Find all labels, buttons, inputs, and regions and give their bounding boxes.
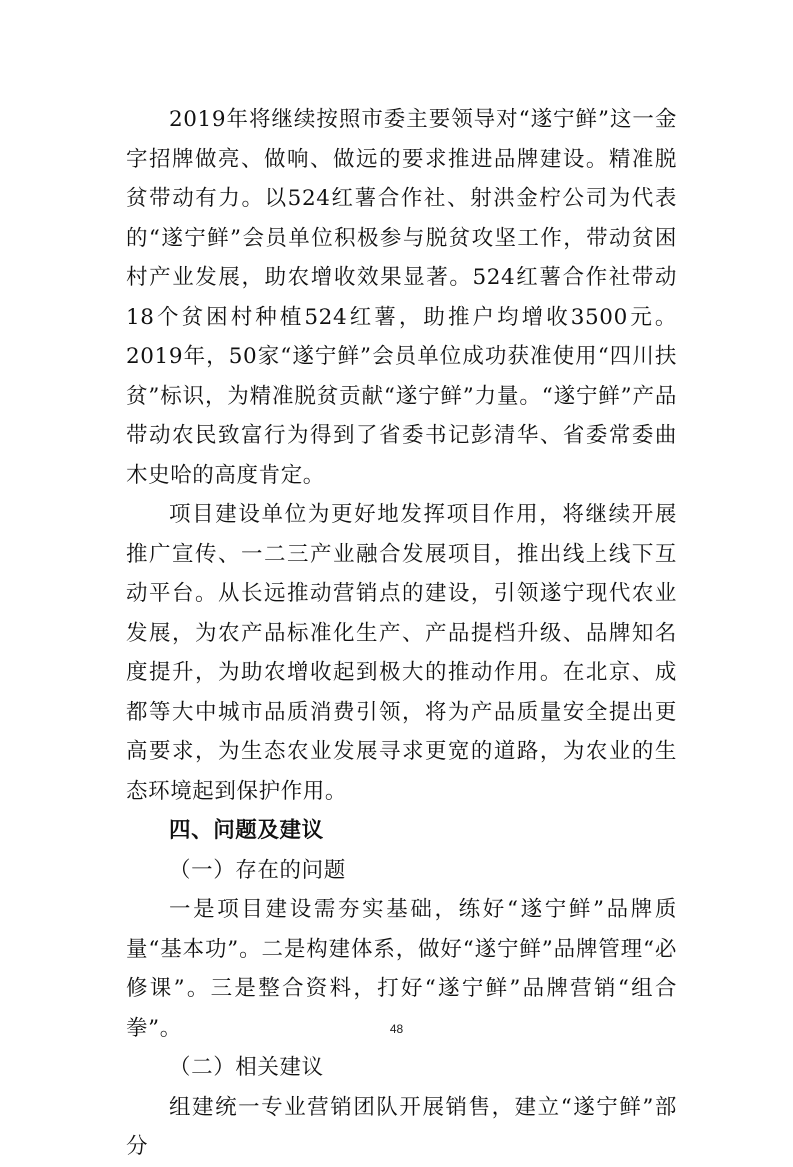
- paragraph-problems: 一是项目建设需夯实基础，练好“遂宁鲜”品牌质量“基本功”。二是构建体系，做好“遂宁鲜”品牌管理“必修课”。三是整合资料，打好“遂宁鲜”品牌营销“组合拳”。: [126, 897, 677, 1041]
- page-content: [126, 100, 677, 1167]
- page-number: 48: [389, 1022, 404, 1036]
- paragraph-brand-building: 2019年将继续按照市委主要领导对“遂宁鲜”这一金字招牌做亮、做响、做远的要求推进品牌建设。精准脱贫带动有力。以524红薯合作社、射洪金柠公司为代表的“遂宁鲜”会员单位积极参与脱贫攻坚工作，带动贫困村产业发展，助农增收效果显著。524红薯合作社带动18个贫困村种植524红薯，助推户均增收3500元。2019年，50家“遂宁鲜”会员单位成功获准使用“四川扶贫”标识，为精准脱贫贡献“遂宁鲜”力量。“遂宁鲜”产品带动农民致富行为得到了省委书记彭清华、省委常委曲木史哈的高度肯定。: [126, 107, 677, 488]
- subheading-related-suggestions: （二）相关建议: [169, 1055, 324, 1080]
- section-heading-problems-suggestions: 四、问题及建议: [169, 818, 324, 843]
- paragraph-project-effect: 项目建设单位为更好地发挥项目作用，将继续开展推广宣传、一二三产业融合发展项目，推出线上线下互动平台。从长远推动营销点的建设，引领遂宁现代农业发展，为农产品标准化生产、产品提档升级、品牌知名度提升，为助农增收起到极大的推动作用。在北京、成都等大中城市品质消费引领，将为产品质量安全提出更高要求，为生态农业发展寻求更宽的道路，为农业的生态环境起到保护作用。: [126, 502, 677, 804]
- subheading-existing-problems: （一）存在的问题: [169, 857, 346, 883]
- paragraph-suggestions: 组建统一专业营销团队开展销售，建立“遂宁鲜”部分: [126, 1094, 677, 1159]
